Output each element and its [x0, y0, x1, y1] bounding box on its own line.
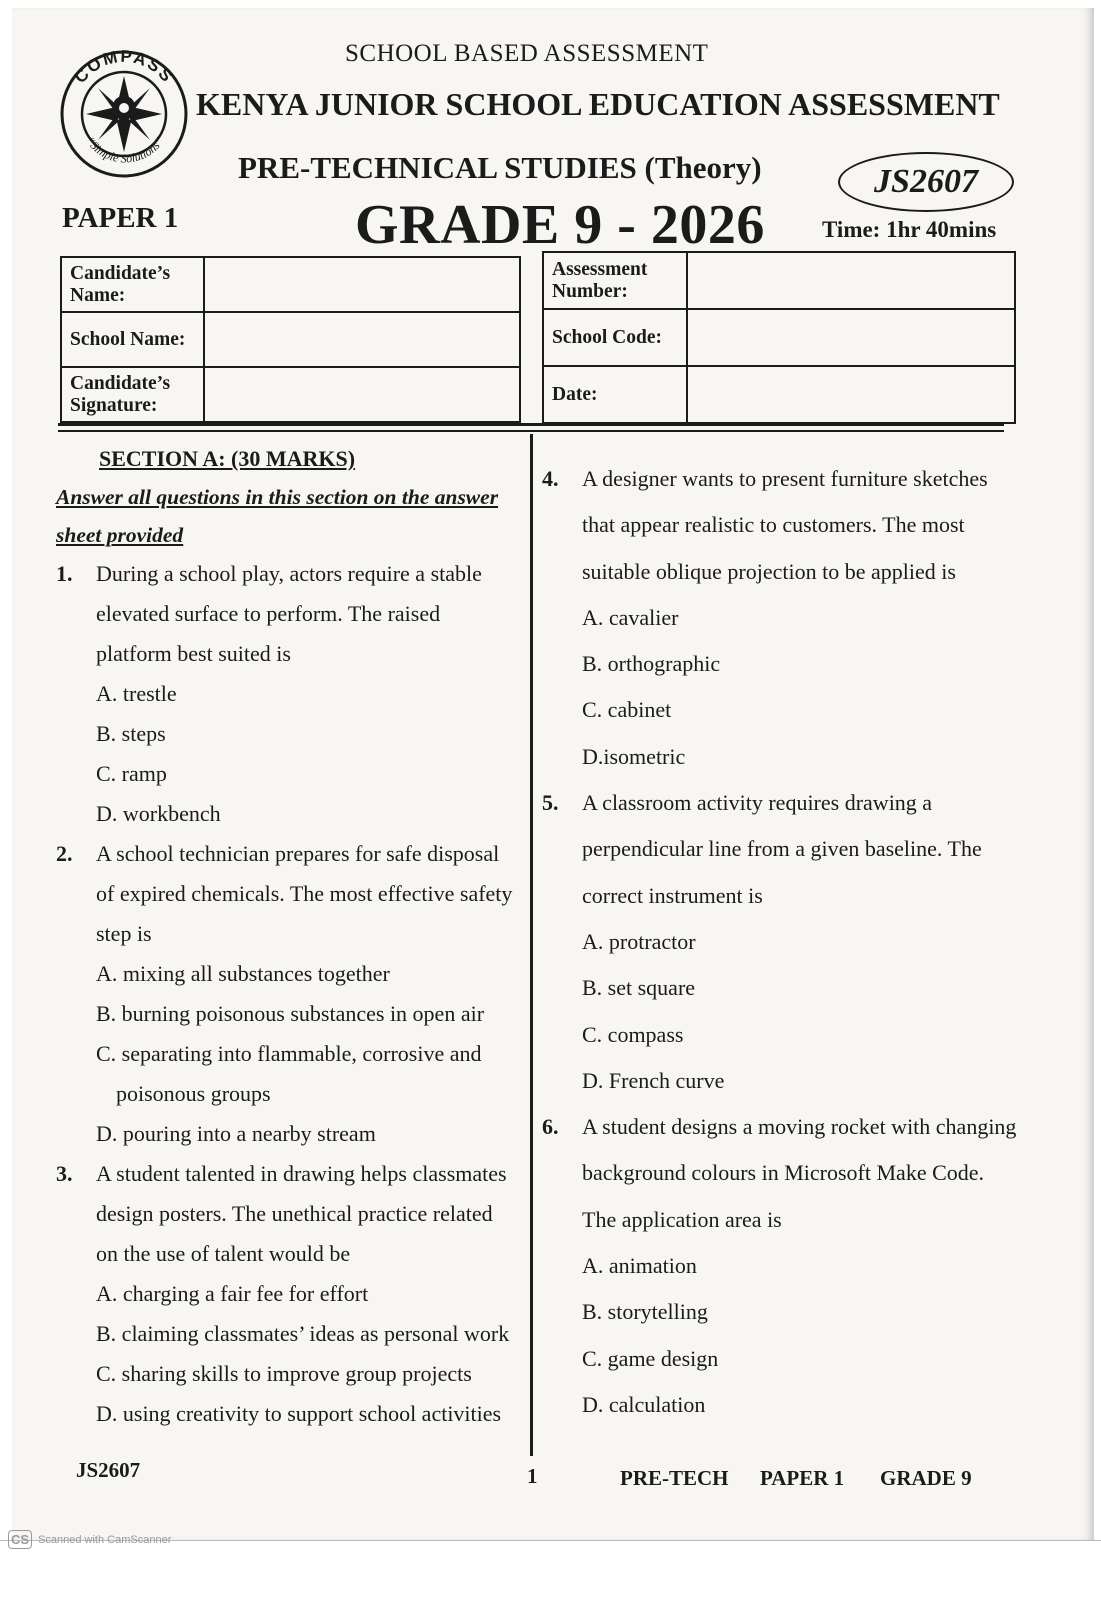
answer-option: C. game design [582, 1345, 719, 1371]
scanner-text: Scanned with CamScanner [38, 1533, 172, 1546]
candidate-signature-field[interactable] [204, 367, 520, 422]
question-stem-line: A student talented in drawing helps classmates [96, 1161, 507, 1186]
school-code-label: School Code: [543, 309, 687, 366]
question-item [56, 834, 526, 1154]
right-column [542, 456, 1022, 1428]
question-number: 1. [56, 561, 73, 586]
question-item [56, 1154, 526, 1434]
question-stem-line: A designer wants to present furniture sketches [582, 466, 988, 491]
answer-option: D. using creativity to support school activities [96, 1401, 502, 1426]
question-stem-line: A student designs a moving rocket with changing [582, 1114, 1017, 1140]
question-stem-line: of expired chemicals. The most effective safety [96, 881, 513, 906]
answer-option: C. separating into flammable, corrosive and [96, 1041, 482, 1066]
assessment-number-field[interactable] [687, 252, 1015, 309]
footer-subject: PRE-TECH [620, 1466, 729, 1490]
answer-option: D. workbench [96, 801, 221, 826]
section-title: SECTION A: (30 MARKS) [99, 446, 356, 471]
assessment-number-label: Assessment Number: [543, 252, 687, 309]
answer-option: B. steps [96, 721, 166, 746]
question-item [542, 780, 1022, 1104]
answer-option: B. storytelling [582, 1299, 708, 1325]
answer-option-continued: poisonous groups [116, 1081, 271, 1106]
answer-option: A. cavalier [582, 604, 679, 630]
section-instruction: Answer all questions in this section on the answer sheet provided [56, 485, 499, 547]
answer-option: D. pouring into a nearby stream [96, 1121, 376, 1146]
question-stem-line: correct instrument is [582, 882, 763, 908]
answer-option: A. animation [582, 1253, 697, 1279]
school-name-label: School Name: [61, 312, 204, 367]
answer-option: C. compass [582, 1021, 684, 1047]
header-divider [58, 423, 1004, 426]
paper-code: JS2607 [874, 163, 978, 200]
paper-label: PAPER 1 [62, 202, 179, 234]
question-number: 3. [56, 1161, 73, 1186]
left-column [56, 440, 526, 1434]
logo-text-bottom: “Simple Solutions” [83, 134, 167, 166]
question-stem-line: that appear realistic to customers. The most [582, 512, 965, 538]
compass-logo [58, 46, 190, 182]
footer-grade: GRADE 9 [880, 1466, 972, 1490]
question-number: 6. [542, 1114, 559, 1140]
logo-text-top: COMPASS [70, 46, 178, 87]
header-divider [58, 430, 1004, 432]
question-stem-line: A school technician prepares for safe disposal [96, 841, 500, 866]
info-row [543, 366, 1015, 423]
question-item [542, 456, 1022, 780]
date-label: Date: [543, 366, 687, 423]
question-stem-line: background colours in Microsoft Make Code. [582, 1160, 985, 1186]
grade-year: GRADE 9 - 2026 [355, 194, 765, 256]
date-field[interactable] [687, 366, 1015, 423]
answer-option: B. burning poisonous substances in open air [96, 1001, 485, 1026]
scanner-watermark [8, 1530, 171, 1549]
question-stem-line: During a school play, actors require a stable [96, 561, 482, 586]
answer-option: C. ramp [96, 761, 167, 786]
question-stem-line: The application area is [582, 1206, 782, 1232]
answer-option: D. French curve [582, 1067, 725, 1093]
question-item [56, 554, 526, 834]
answer-option: D.isometric [582, 743, 686, 769]
footer-code: JS2607 [76, 1458, 141, 1482]
answer-option: B. set square [582, 975, 696, 1001]
question-stem-line: A classroom activity requires drawing a [582, 790, 933, 816]
question-stem-line: on the use of talent would be [96, 1241, 351, 1266]
info-row [61, 367, 520, 422]
question-stem-line: suitable oblique projection to be applied is [582, 558, 956, 584]
camscanner-icon: CS [8, 1530, 32, 1549]
candidate-name-label: Candidate’s Name: [61, 257, 204, 312]
assessment-type: SCHOOL BASED ASSESSMENT [345, 40, 709, 67]
subject-title: PRE-TECHNICAL STUDIES (Theory) [238, 150, 762, 185]
candidate-info-table [60, 256, 521, 423]
question-stem-line: platform best suited is [96, 641, 291, 666]
paper-code-badge [838, 152, 1014, 212]
question-item [542, 1104, 1022, 1428]
question-stem-line: perpendicular line from a given baseline. The [582, 836, 982, 862]
question-number: 2. [56, 841, 73, 866]
answer-option: B. claiming classmates’ ideas as personal work [96, 1321, 510, 1346]
answer-option: D. calculation [582, 1391, 706, 1417]
school-name-field[interactable] [204, 312, 520, 367]
answer-option: C. sharing skills to improve group projects [96, 1361, 472, 1386]
question-stem-line: step is [96, 921, 152, 946]
answer-option: A. protractor [582, 928, 696, 954]
assessment-info-table [542, 251, 1016, 424]
info-row [543, 309, 1015, 366]
page-number: 1 [527, 1464, 538, 1488]
question-stem-line: design posters. The unethical practice related [96, 1201, 493, 1226]
question-number: 4. [542, 466, 559, 491]
answer-option: C. cabinet [582, 697, 672, 723]
answer-option: A. trestle [96, 681, 177, 706]
answer-option: B. orthographic [582, 651, 721, 677]
candidate-name-field[interactable] [204, 257, 520, 312]
info-row [61, 312, 520, 367]
school-code-field[interactable] [687, 309, 1015, 366]
info-row [61, 257, 520, 312]
info-row [543, 252, 1015, 309]
question-number: 5. [542, 790, 559, 816]
answer-option: A. mixing all substances together [96, 961, 390, 986]
column-divider [530, 434, 533, 1456]
footer-paper: PAPER 1 [760, 1466, 845, 1490]
exam-body-title: KENYA JUNIOR SCHOOL EDUCATION ASSESSMENT [196, 86, 1000, 122]
answer-option: A. charging a fair fee for effort [96, 1281, 369, 1306]
time-allowed: Time: 1hr 40mins [822, 217, 997, 242]
question-stem-line: elevated surface to perform. The raised [96, 601, 441, 626]
candidate-signature-label: Candidate’s Signature: [61, 367, 204, 422]
